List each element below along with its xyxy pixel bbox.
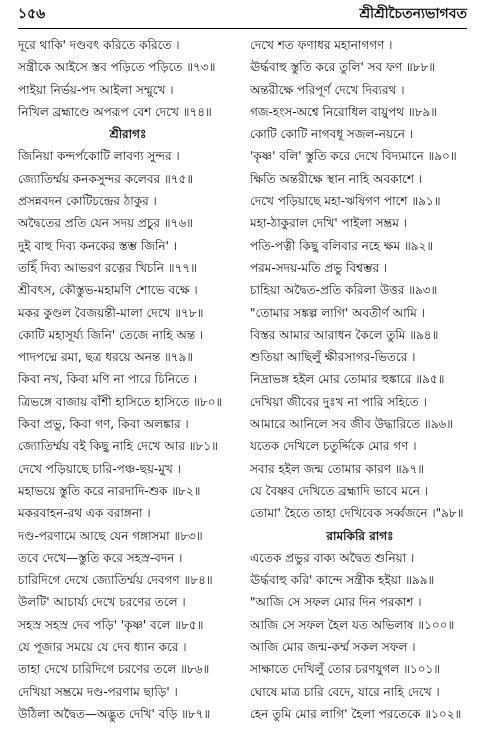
- verse-line: পতি-পত্নী কিছু বলিবার নহে ক্ষম ॥৯২॥: [250, 238, 434, 253]
- page-header: [18, 6, 467, 29]
- verse-line: যতেক দেখিলে চতুর্দ্দিকে মোর গণ ।: [250, 439, 417, 454]
- verse-line: সবার হইল জন্ম তোমার কারণ ॥৯৭॥: [250, 461, 425, 476]
- verse-line: কোটি কোটি নাগবধূ সজল-নয়নে ।: [250, 127, 414, 142]
- verse-line: কিবা নখ, কিবা মণি না পারে চিনিতে ।: [18, 372, 198, 387]
- verse-line: মকরবাহন-রথ এক বরাঙ্গনা ।: [18, 506, 151, 521]
- verse-line: দুই বাহু দিব্য কনকের স্তম্ভ জিনি' ।: [18, 238, 177, 253]
- verse-line: চারিদিগে দেখে জ্যোতির্ম্ময় দেবগণ ॥৮৪॥: [18, 573, 213, 588]
- verse-line: অন্তরীক্ষে পরিপূর্ণ দেখে দিব্যরথ ।: [250, 82, 405, 97]
- verse-line: চাহিয়া অদ্বৈত-প্রতি করিলা উত্তর ॥৯৩॥: [250, 283, 438, 298]
- right-column: [250, 34, 470, 725]
- verse-line: তহিঁ দিব্য আভরণ রত্নের খিচনি ॥৭৭॥: [18, 260, 197, 275]
- verse-line: জিনিয়া কন্দর্পকোটি লাবণ্য সুন্দর ।: [18, 149, 180, 164]
- verse-line: উলটি' আচার্য্য দেখে চরণের তলে ।: [18, 595, 186, 610]
- verse-line: ঘোষে মাত্র চারি বেদে, যারে নাহি দেখে ।: [250, 684, 440, 699]
- verse-line: দেখে পড়িয়াছে মহা-ঋষিগণ পাশে ॥৯১॥: [250, 194, 441, 209]
- verse-line: হেন তুমি মোর লাগি' হৈলা পরতেকে ॥১০২॥: [250, 706, 462, 721]
- running-title: শ্রীশ্রীচৈতন্যভাগবত: [359, 6, 467, 22]
- section-heading: রামকিরি রাগঃ: [326, 528, 394, 543]
- verse-line: উঠিলা অদ্বৈত—অদ্ভুত দেখি' বড়ি ॥৮৭॥: [18, 706, 211, 721]
- verse-line: দূরে থাকি' দণ্ডবৎ করিতে করিতে ।: [18, 38, 180, 52]
- verse-line: এতেক প্রভুর বাক্য অদ্বৈত শুনিয়া ।: [250, 550, 415, 565]
- verse-line: মকর কুণ্ডল বৈজয়ন্তী-মালা দেখে ॥৭৮॥: [18, 305, 204, 320]
- verse-line: শুতিয়া আছিলুঁ ক্ষীরসাগর-ভিতরে ।: [250, 350, 416, 365]
- verse-line: পরম-সদয়-মতি প্রভু বিশ্বম্ভর ।: [250, 260, 388, 275]
- page-number: ১৫৬: [18, 6, 46, 22]
- verse-line: দেখে শত ফণাধর মহানাগগণ ।: [250, 38, 393, 52]
- verse-line: ত্রিভঙ্গে বাজায় বাঁশী হাসিতে হাসিতে ॥৮০॥: [18, 394, 223, 409]
- verse-line: জ্যোতির্ম্ময় কনকসুন্দর কলেবর ॥৭৫॥: [18, 171, 194, 186]
- verse-line: দেখিয়া সম্ভ্রমে দণ্ড-পরণাম ছাড়ি' ।: [18, 684, 178, 699]
- verse-line: 'কৃষ্ণ' বলি' স্তুতি করে দেখে বিদ্যমানে ॥৯০॥: [250, 149, 457, 164]
- verse-line: গজ-হংস-অশ্বে নিরোধিল বায়ুপথ ॥৮৯॥: [250, 104, 438, 119]
- verse-line: সহস্র সহস্র দেব পড়ি' 'কৃষ্ণ' বলে ॥৮৫॥: [18, 617, 204, 632]
- verse-line: পাইয়া নির্ভয়-পদ আইলা সম্মুখে ।: [18, 82, 174, 97]
- verse-line: নিদ্রাভঙ্গ হইল মোর তোমার হুঙ্কারে ॥৯৫॥: [250, 372, 445, 387]
- verse-line: অদ্বৈতের প্রতি যেন সদয় প্রচুর ॥৭৬॥: [18, 216, 193, 231]
- section-heading: শ্রীরাগঃ: [109, 127, 147, 142]
- verse-line: মহাভয়ে স্তুতি করে নারদাদি-শুক ॥৮২॥: [18, 483, 201, 498]
- verse-line: আজি সে সফল হৈল যত অভিলাষ ॥১০০॥: [250, 617, 455, 632]
- verse-line: পাদপদ্মে রমা, ছত্র ধরয়ে অনন্ত ॥৭৯॥: [18, 350, 194, 365]
- verse-line: নিখিল ব্রহ্মাণ্ডে অপরূপ বেশ দেখে ॥৭৪॥: [18, 104, 212, 119]
- verse-line: আজি মোর জন্ম-কর্ম্ম সকল সফল ।: [250, 640, 416, 655]
- verse-line: সাক্ষাতে দেখিলুঁ তোর চরণযুগল ॥১০১॥: [250, 662, 441, 677]
- verse-line: ঊর্দ্ধবাহু করি' কান্দে সন্ত্রীক হইয়া ॥৯৯॥: [250, 573, 435, 588]
- verse-line: বিস্তর আমার আরাধন কৈলে তুমি ॥৯৪॥: [250, 327, 439, 342]
- verse-line: তাহা দেখে চারিদিগে চরণের তলে ॥৮৬॥: [18, 662, 210, 677]
- verse-line: ঊর্দ্ধবাহু স্তুতি করে তুলি' সব ফণ ॥৮৮॥: [250, 60, 436, 75]
- verse-line: সন্ত্রীকে আইসে স্তব পড়িতে পড়িতে ॥৭৩॥: [18, 60, 216, 75]
- verse-line: কোটি মহাসূর্য্য জিনি' তেজে নাহি অন্ত ।: [18, 327, 204, 342]
- verse-line: যে পূজার সময়ে যে দেব ধ্যান করে ।: [18, 640, 187, 655]
- verse-line: "আজি সে সফল মোর দিন পরকাশ ।: [250, 595, 422, 610]
- verse-line: যে বৈষ্ণব দেখিতে ব্রহ্মাদি ভাবে মনে ।: [250, 483, 428, 498]
- verse-line: মহা-ঠাকুরাল দেখি' পাইলা সম্ভ্রম ।: [250, 216, 408, 231]
- verse-line: আমারে আনিলে সব জীব উদ্ধারিতে ॥৯৬॥: [250, 417, 454, 432]
- verse-line: দেখিয়া জীবের দুঃখ না পারি সহিতে ।: [250, 394, 427, 409]
- verse-line: তবে দেখে—স্তুতি করে সহস্র-বদন ।: [18, 550, 183, 565]
- verse-line: দেখে পড়িয়াছে চারি-পঞ্চ-ছয়-মুখ ।: [18, 461, 181, 476]
- verse-line: প্রসন্নবদন কোটিচন্দ্রের ঠাকুর ।: [18, 194, 157, 209]
- verse-line: শ্রীবৎস, কৌস্তুভ-মহামণি শোভে বক্ষে ।: [18, 283, 198, 298]
- verse-line: জ্যোতির্ম্ময় বই কিছু নাহি দেখে আর ॥৮১॥: [18, 439, 218, 454]
- verse-line: তোমা' হৈতে তাহা দেখিবেক সর্ব্বজনে ।"৯৮॥: [250, 506, 464, 521]
- verse-line: কিবা প্রভু, কিবা গণ, কিবা অলঙ্কার ।: [18, 417, 189, 432]
- left-column: [18, 34, 238, 725]
- verse-line: "তোমার সঙ্কল্প লাগি' অবতীর্ণ আমি ।: [250, 305, 425, 320]
- verse-line: ক্ষিতি অন্তরীক্ষে স্থান নাহি অবকাশে ।: [250, 171, 423, 186]
- verse-line: দণ্ড-পরণামে আছে যেন গঙ্গাসমা ॥৮৩॥: [18, 528, 203, 543]
